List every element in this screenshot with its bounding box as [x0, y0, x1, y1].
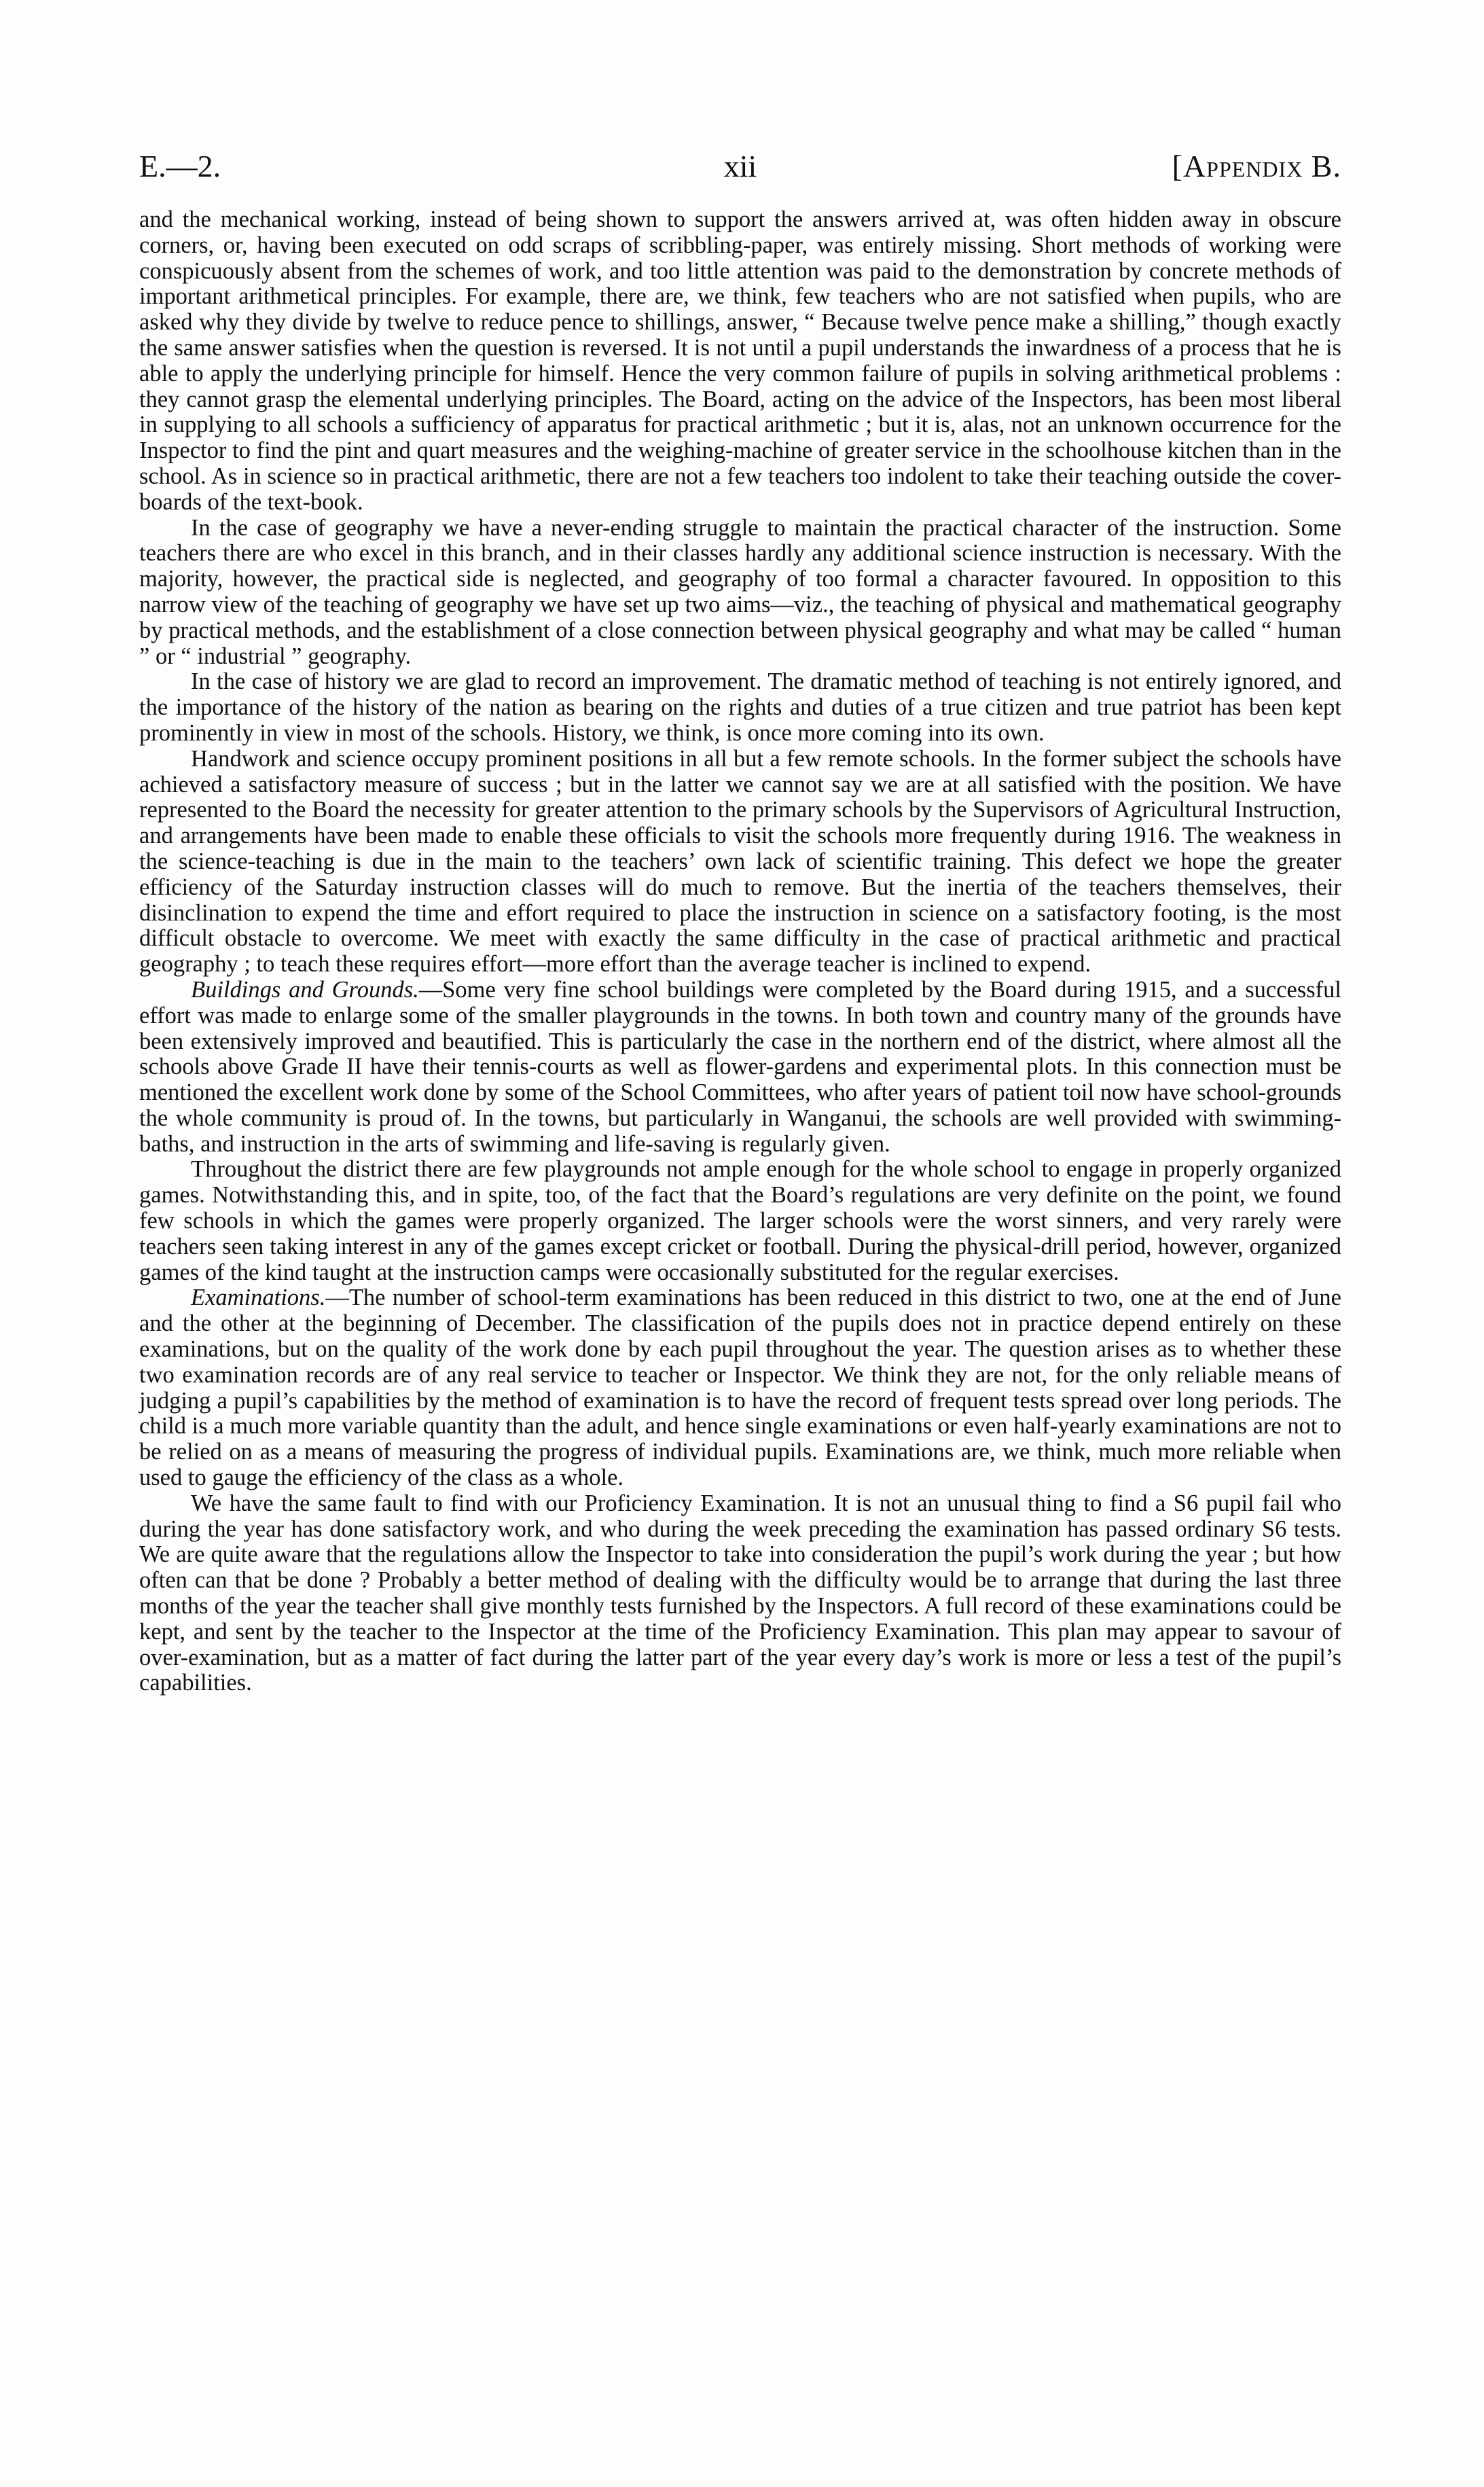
paragraph-examinations	[139, 1285, 1341, 1490]
header-page-number: xii	[723, 149, 757, 183]
paragraph-handwork-science	[139, 747, 1341, 978]
paragraph-text: and the mechanical working, instead of being shown to support the answers arrived at, was often hidden away in obscure corners, or, having been executed on odd scraps of scribbling-paper, was entirely missing. Short methods of working were conspicuously absent from the schemes of work, and too little attention was paid to the demonstration by concrete methods of important arithmetical principles. For example, there are, we think, few teachers who are not satisfied when pupils, who are asked why they divide by twelve to reduce pence to shillings, answer, “ Because twelve pence make a shilling,” though exactly the same answer satisfies when the question is reversed. It is not until a pupil understands the inwardness of a process that he is able to apply the underlying principle for himself. Hence the very common failure of pupils in solving arithmetical problems : they cannot grasp the elemental underlying principles. The Board, acting on the advice of the Inspectors, has been most liberal in supplying to all schools a sufficiency of apparatus for practical arithmetic ; but it is, alas, not an unknown occurrence for the Inspector to find the pint and quart measures and the weighing-machine of greater service in the schoolhouse kitchen than in the school. As in science so in practical arithmetic, there are not a few teachers too indolent to take their teaching outside the cover-boards of the text-book.	[139, 207, 1341, 515]
body-text	[139, 207, 1341, 1696]
paragraph-text: —Some very fine school buildings were completed by the Board during 1915, and a successful effort was made to enlarge some of the smaller playgrounds in the towns. In both town and country many of the grounds have been extensively improved and beautified. This is particularly the case in the northern end of the district, where almost all the schools above Grade II have their tennis-courts as well as flower-gardens and experimental plots. In this connection must be mentioned the excellent work done by some of the School Committees, who after years of patient toil now have school-grounds the whole community is proud of. In the towns, but particularly in Wanganui, the schools are well provided with swimming-baths, and instruction in the arts of swimming and life-saving is regularly given.	[139, 976, 1341, 1157]
paragraph-geography	[139, 516, 1341, 670]
section-heading-examinations: Examinations.	[191, 1285, 326, 1311]
section-heading-buildings: Buildings and Grounds.	[191, 976, 419, 1003]
paragraph-text: In the case of geography we have a never-ending struggle to maintain the practical character of the instruction. Some teachers there are who excel in this branch, and in their classes hardly any additional science instruction is necessary. With the majority, however, the practical side is neglected, and geography of too formal a character favoured. In opposition to this narrow view of the teaching of geography we have set up two aims—viz., the teaching of physical and mathematical geography by practical methods, and the establishment of a close connection between physical geography and what may be called “ human ” or “ industrial ” geography.	[139, 514, 1341, 669]
paragraph-text: In the case of history we are glad to record an improvement. The dramatic method of teaching is not entirely ignored, and the importance of the history of the nation as bearing on the rights and duties of a true citizen and true patriot has been kept prominently in view in most of the schools. History, we think, is once more coming into its own.	[139, 668, 1341, 746]
paragraph-text: —The number of school-term examinations has been reduced in this district to two, one at the end of June and the other at the beginning of December. The classification of the pupils does not in practice depend entirely on these examinations, but on the quality of the work done by each pupil throughout the year. The question arises as to whether these two examination records are of any real service to teacher or Inspector. We think they are not, for the only reliable means of judging a pupil’s capabilities by the method of examination is to have the record of frequent tests spread over long periods. The child is a much more variable quantity than the adult, and hence single examinations or even half-yearly examinations are not to be relied on as a means of measuring the progress of individual pupils. Examinations are, we think, much more reliable when used to gauge the efficiency of the class as a whole.	[139, 1285, 1341, 1491]
header-appendix-label: [Appendix B.	[1172, 149, 1341, 183]
paragraph-text: We have the same fault to find with our Proficiency Examination. It is not an unusual thing to find a S6 pupil fail who during the year has done satisfactory work, and who during the week preceding the examination has passed ordinary S6 tests. We are quite aware that the regulations allow the Inspector to take into consideration the pupil’s work during the year ; but how often can that be done ? Probably a better method of dealing with the difficulty would be to arrange that during the last three months of the year the teacher shall give monthly tests furnished by the Inspectors. A full record of these examinations could be kept, and sent by the teacher to the Inspector at the time of the Proficiency Examination. This plan may appear to savour of over-examination, but as a matter of fact during the latter part of the year every day’s work is more or less a test of the pupil’s capabilities.	[139, 1490, 1341, 1696]
paragraph-text: Handwork and science occupy prominent positions in all but a few remote schools. In the former subject the schools have achieved a satisfactory measure of success ; but in the latter we cannot say we are at all satisfied with the position. We have represented to the Board the necessity for greater attention to the primary schools by the Supervisors of Agricultural Instruction, and arrangements have been made to enable these officials to visit the schools more frequently during 1916. The weakness in the science-teaching is due in the main to the teachers’ own lack of scientific training. This defect we hope the greater efficiency of the Saturday instruction classes will do much to remove. But the inertia of the teachers themselves, their disinclination to expend the time and effort required to place the instruction in science on a satisfactory footing, is the most difficult obstacle to overcome. We meet with exactly the same difficulty in the case of practical arithmetic and practical geography ; to teach these requires effort—more effort than the average teacher is inclined to expend.	[139, 745, 1341, 978]
paragraph-buildings-grounds	[139, 978, 1341, 1158]
header-document-code: E.—2.	[139, 149, 221, 183]
paragraph-arithmetic	[139, 207, 1341, 516]
paragraph-history	[139, 669, 1341, 746]
page-header	[139, 143, 1341, 190]
paragraph-proficiency	[139, 1491, 1341, 1696]
paragraph-text: Throughout the district there are few playgrounds not ample enough for the whole school to engage in properly organized games. Notwithstanding this, and in spite, too, of the fact that the Board’s regulations are very definite on the point, we found few schools in which the games were properly organized. The larger schools were the worst sinners, and very rarely were teachers seen taking interest in any of the games except cricket or football. During the physical-drill period, however, organized games of the kind taught at the instruction camps were occasionally substituted for the regular exercises.	[139, 1156, 1341, 1285]
paragraph-playgrounds	[139, 1157, 1341, 1285]
